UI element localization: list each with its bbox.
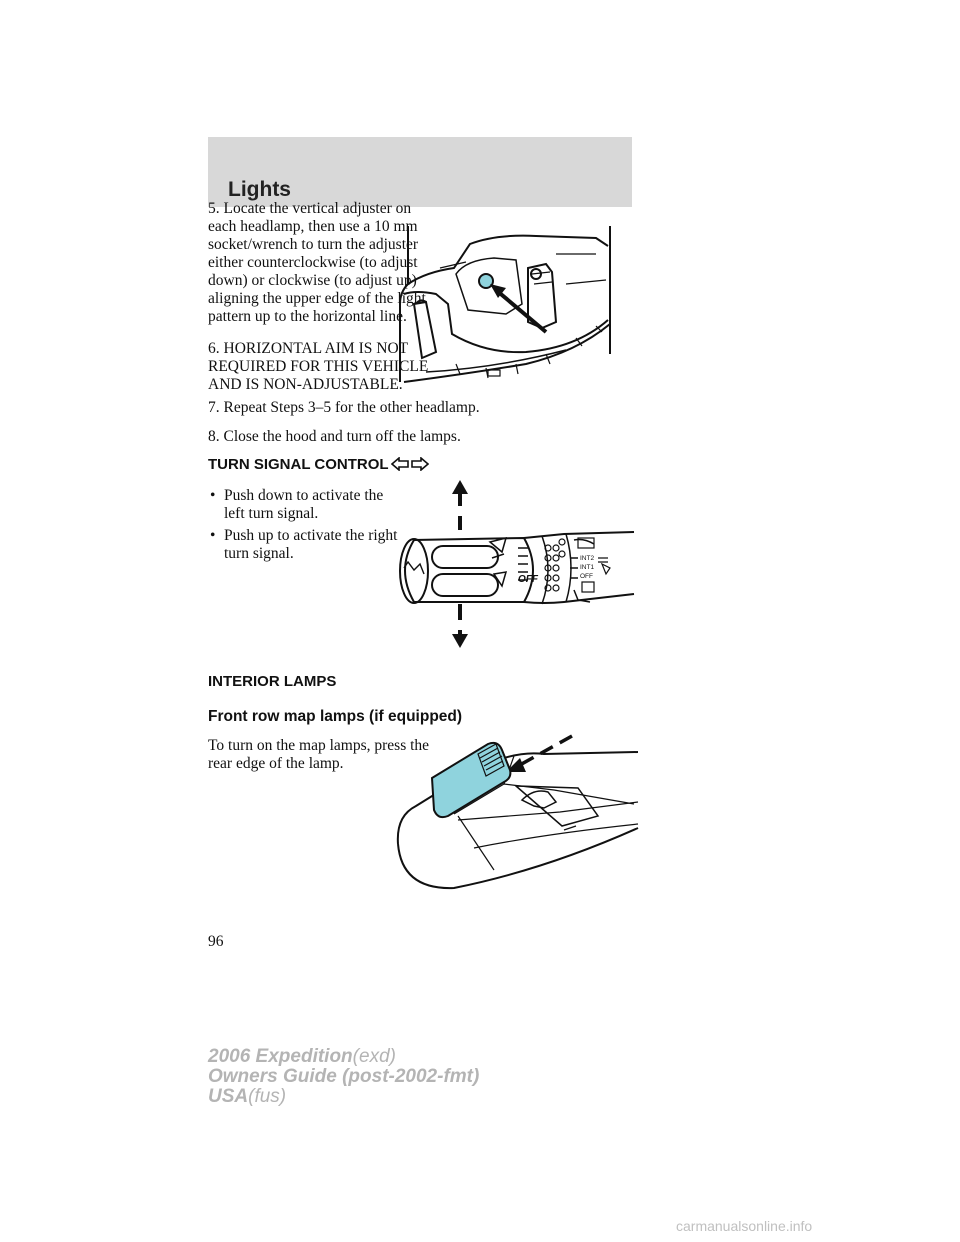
text-line: rear edge of the lamp.: [208, 755, 344, 772]
text-line: 6. HORIZONTAL AIM IS NOT: [208, 340, 409, 357]
map-lamp-illustration: [394, 730, 639, 892]
text-line: aligning the upper edge of the light: [208, 290, 426, 307]
step-7-text: 7. Repeat Steps 3–5 for the other headlamp.: [208, 399, 480, 416]
text-line: To turn on the map lamps, press the: [208, 737, 430, 754]
map-lamp-highlight: [432, 743, 510, 817]
turn-signal-stalk-illustration: [394, 478, 644, 650]
page-number: 96: [208, 933, 224, 950]
text-line: 5. Locate the vertical adjuster on: [208, 200, 412, 217]
headlamp-adjuster-illustration: [396, 224, 641, 390]
map-lamps-subheading: Front row map lamps (if equipped): [208, 708, 463, 725]
document-footer: 2006 Expedition(exd) Owners Guide (post-2002-fmt) USA(fus): [208, 1046, 480, 1107]
text-line: pattern up to the horizontal line.: [208, 308, 407, 325]
stalk-off-label: OFF: [518, 574, 538, 585]
stalk-int1-label: INT1: [580, 564, 595, 571]
text-line: AND IS NON-ADJUSTABLE.: [208, 376, 403, 393]
text-line: down) or clockwise (to adjust up): [208, 272, 417, 289]
text-line: either counterclockwise (to adjust: [208, 254, 418, 271]
stalk-int2-label: INT2: [580, 555, 595, 562]
vertical-adjuster-highlight: [479, 274, 493, 288]
text-line: REQUIRED FOR THIS VEHICLE: [208, 358, 429, 375]
stalk-off-small-label: OFF: [580, 573, 593, 580]
turn-signal-heading: TURN SIGNAL CONTROL: [208, 456, 429, 475]
step-8-text: 8. Close the hood and turn off the lamps.: [208, 428, 461, 445]
text-line: socket/wrench to turn the adjuster: [208, 236, 419, 253]
list-item: • Push down to activate the left turn signal.: [210, 487, 384, 522]
turn-signal-arrows-icon: [391, 457, 429, 475]
watermark: carmanualsonline.info: [676, 1218, 813, 1234]
step-5-text: [208, 200, 426, 326]
text-line: each headlamp, then use a 10 mm: [208, 218, 418, 235]
section-title: Lights: [228, 178, 291, 201]
interior-lamps-heading: INTERIOR LAMPS: [208, 673, 337, 690]
list-item: • Push up to activate the right turn signal.: [210, 527, 398, 562]
